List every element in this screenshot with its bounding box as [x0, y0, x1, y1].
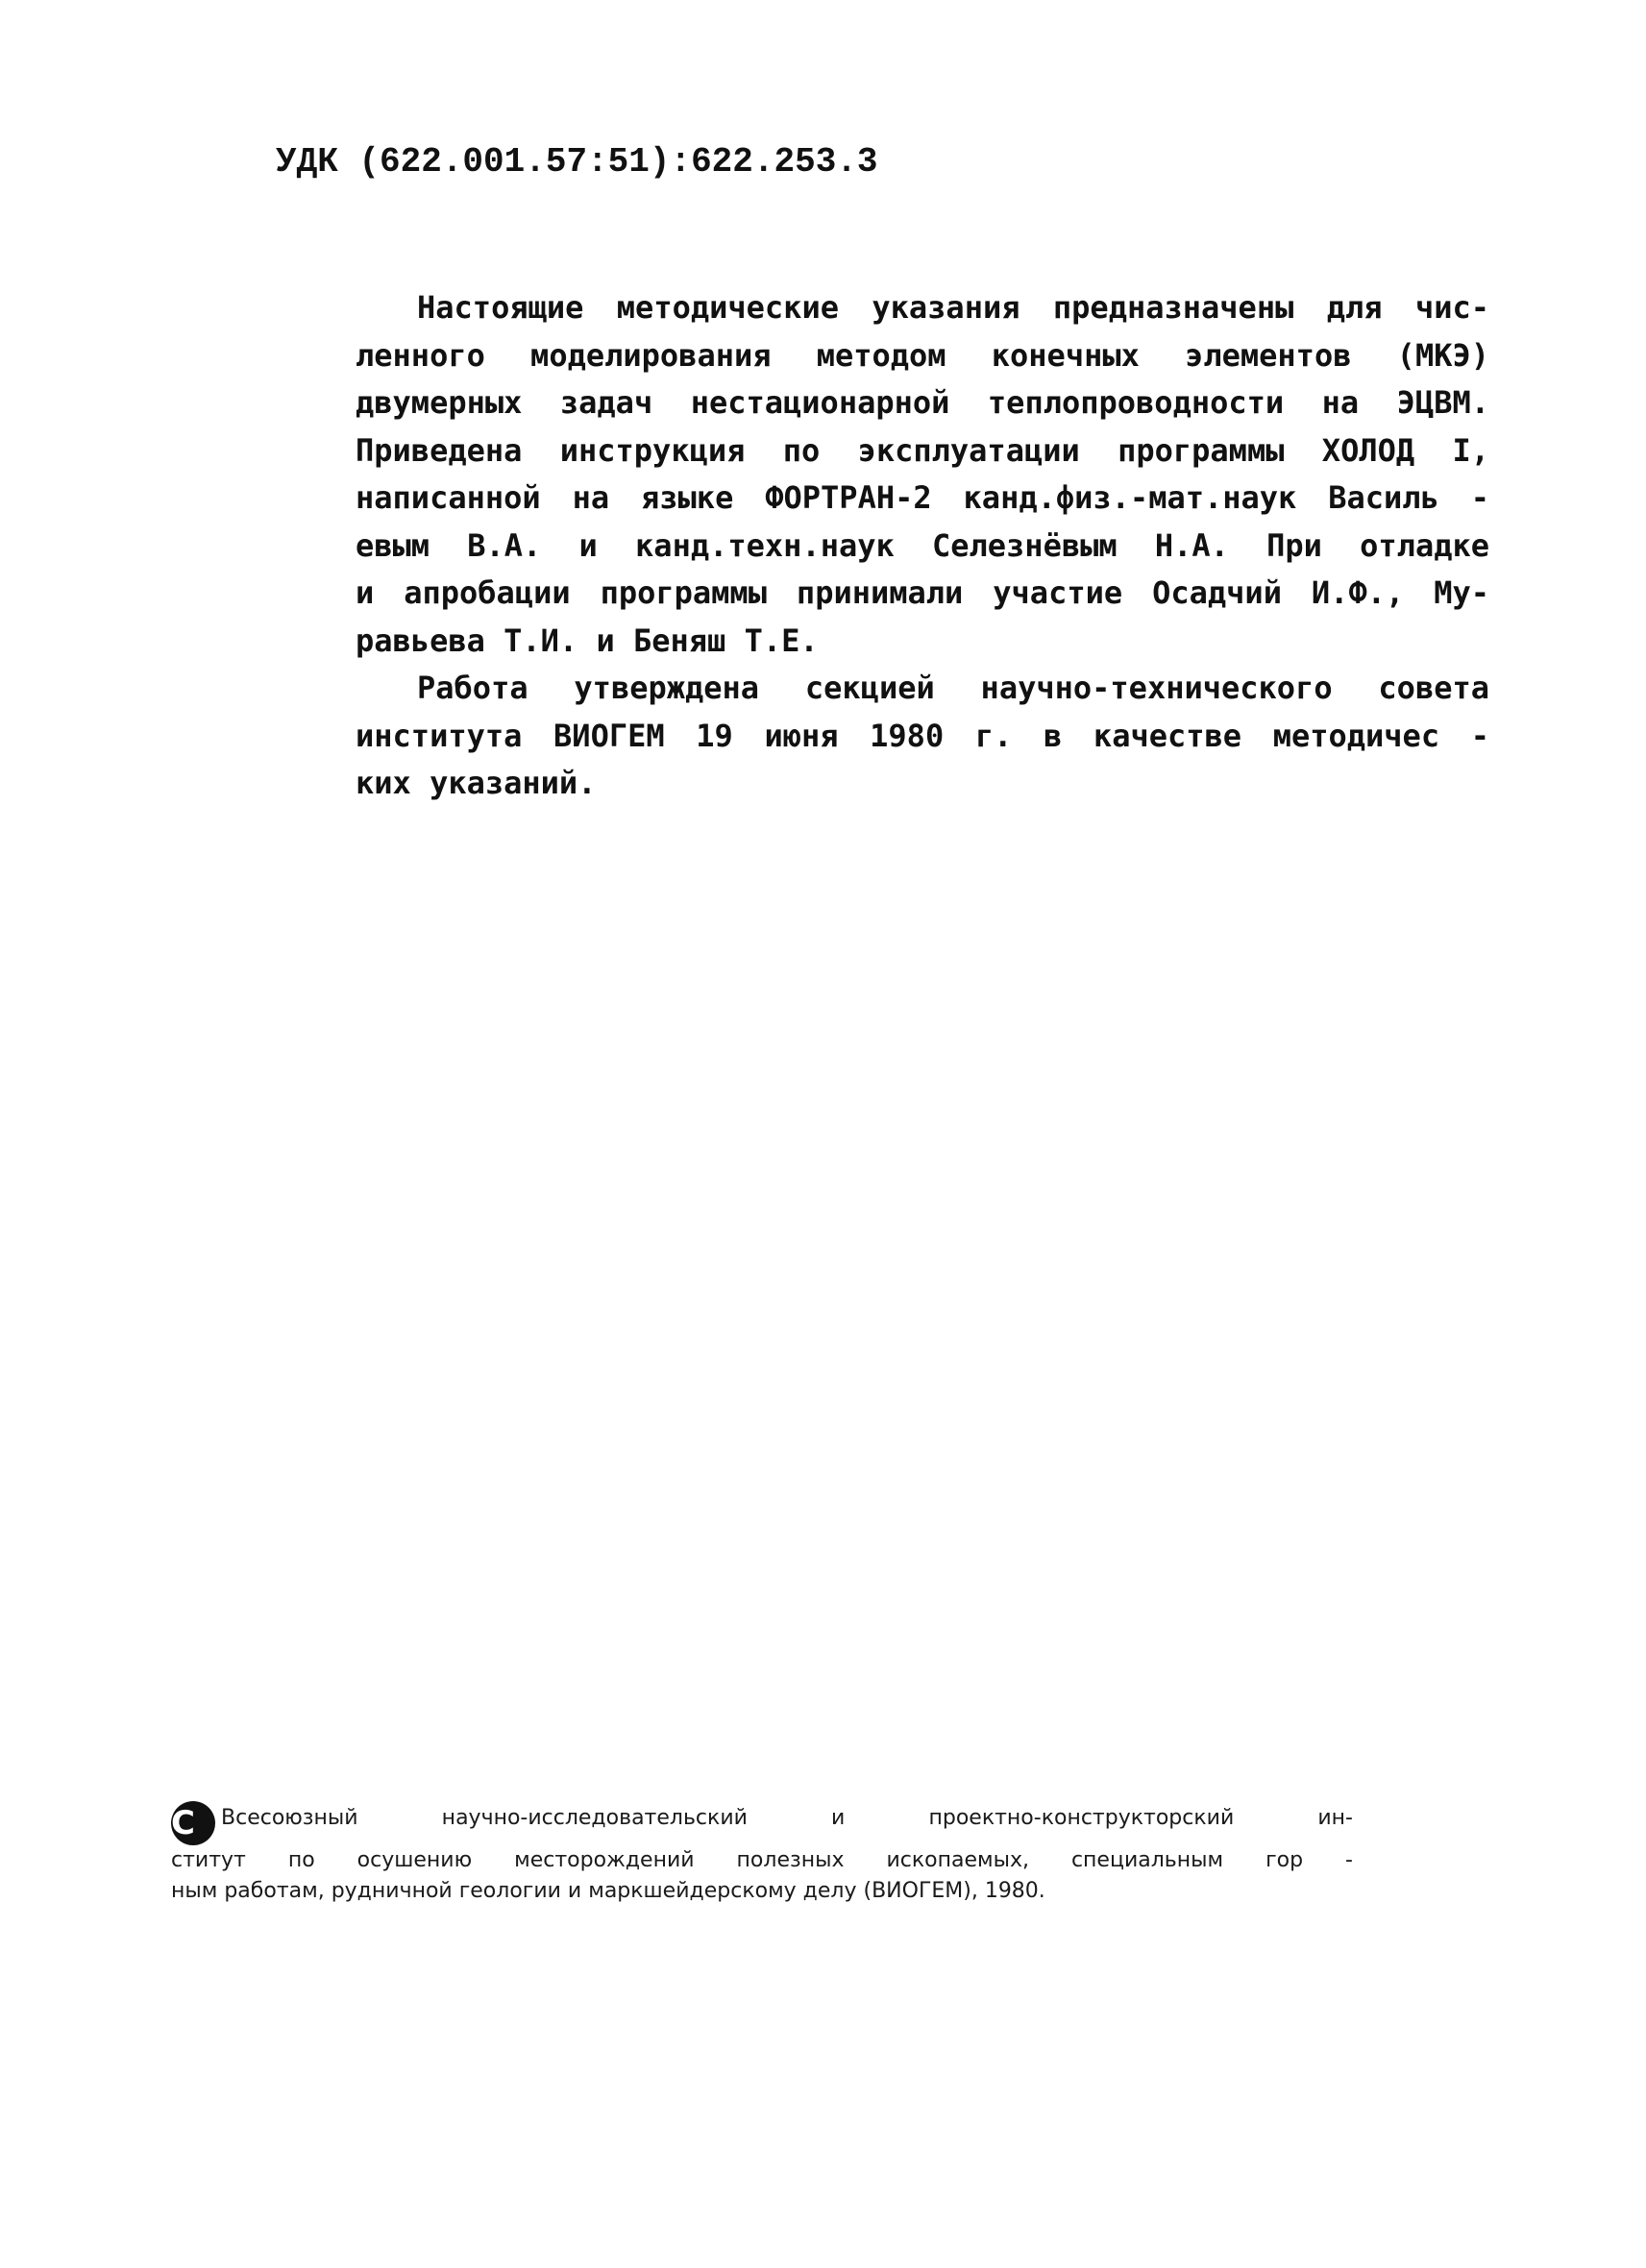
paragraph-1-line: и апробации программы принимали участие Осадчий И.Ф., Му-	[356, 574, 1489, 611]
paragraph-1-line: написанной на языке ФОРТРАН-2 канд.физ.-мат.наук Василь -	[356, 479, 1489, 516]
copyright-line-3: ным работам, рудничной геологии и маркшейдерскому делу (ВИОГЕМ), 1980.	[171, 1879, 1045, 1903]
udc-code: УДК (622.001.57:51):622.253.3	[276, 142, 878, 182]
paragraph-1-line: евым В.А. и канд.техн.наук Селезнёвым Н.А. При отладке	[356, 526, 1489, 564]
paragraph-1-line: ленного моделирования методом конечных элементов (МКЭ)	[356, 336, 1489, 374]
copyright-icon: C	[171, 1801, 215, 1845]
paragraph-2-line: ких указаний.	[356, 765, 597, 801]
paragraph-1-line: Настоящие методические указания предназначены для чис-	[417, 289, 1489, 326]
paragraph-2-line: института ВИОГЕМ 19 июня 1980 г. в качестве методичес -	[356, 717, 1489, 754]
paragraph-1-line: Приведена инструкция по эксплуатации программы ХОЛОД I,	[356, 431, 1489, 469]
copyright-line-2: ститут по осушению месторождений полезных ископаемых, специальным гор -	[171, 1848, 1353, 1872]
paragraph-2-line: Работа утверждена секцией научно-технического совета	[417, 670, 1489, 706]
copyright-text: Всесоюзный научно-исследовательский и проектно-конструкторский ин-	[221, 1806, 1353, 1830]
paragraph-1-line: равьева Т.И. и Беняш Т.Е.	[356, 622, 819, 659]
annotation-text	[356, 284, 1489, 808]
copyright-notice	[171, 1801, 1353, 1907]
paragraph-1-line: двумерных задач нестационарной теплопроводности на ЭЦВМ.	[356, 384, 1489, 421]
copyright-line-1	[171, 1801, 1353, 1845]
